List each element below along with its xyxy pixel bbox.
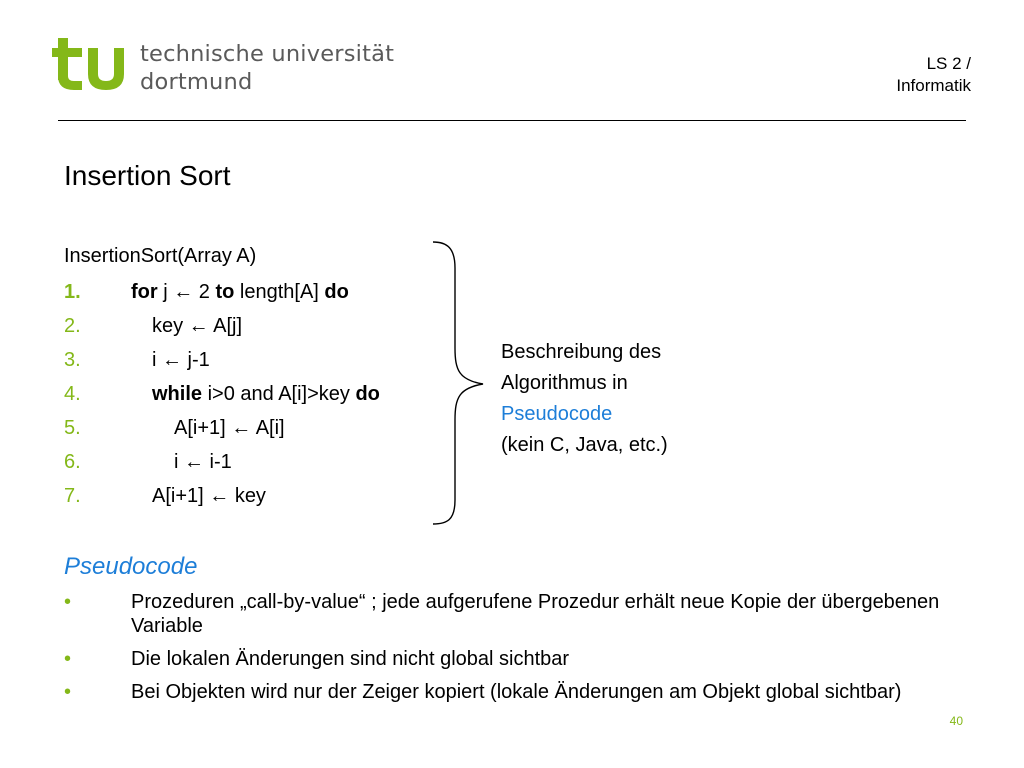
bullet-icon: • — [64, 648, 72, 670]
description-line-4: (kein C, Java, etc.) — [501, 434, 668, 456]
bullet-text: Bei Objekten wird nur der Zeiger kopiert (lokale Änderungen am Objekt global sichtbar) — [131, 681, 902, 703]
description-line-1: Beschreibung des — [501, 341, 662, 363]
line-code — [152, 379, 380, 409]
pseudocode-header: InsertionSort(Array A) — [64, 245, 257, 267]
pseudocode-subheading: Pseudocode — [64, 553, 198, 580]
line-number: 3. — [64, 349, 81, 371]
line-code: A[i+1] ← A[i] — [174, 417, 285, 439]
university-line-1: technische universität — [140, 41, 395, 67]
slide-title: Insertion Sort — [64, 160, 231, 191]
line-number: 6. — [64, 451, 81, 473]
description-line-3: Pseudocode — [501, 403, 613, 425]
line-code — [131, 277, 349, 307]
code-text: i>0 and A[i]>key — [202, 383, 356, 405]
bullet-text: Prozeduren „call-by-value“ ; jede aufgerufene Prozedur erhält neue Kopie der übergebenen Variable — [131, 591, 940, 637]
keyword-to: to — [215, 281, 235, 303]
bullet-text: Die lokalen Änderungen sind nicht global sichtbar — [131, 648, 570, 670]
chair-line-1: LS 2 / — [926, 54, 971, 73]
code-text: length[A] — [234, 281, 325, 303]
bullet-icon: • — [64, 591, 72, 613]
chair-line-2: Informatik — [896, 76, 971, 95]
keyword-do: do — [355, 383, 380, 405]
university-line-2: dortmund — [140, 69, 253, 95]
university-name — [140, 40, 394, 96]
line-code: A[i+1] ← key — [152, 485, 266, 507]
bullet-item — [64, 647, 964, 671]
line-code: i ← j-1 — [152, 349, 210, 371]
line-number: 7. — [64, 485, 81, 507]
line-number: 2. — [64, 315, 81, 337]
line-number: 5. — [64, 417, 81, 439]
bullet-item — [64, 680, 964, 704]
page-number: 40 — [949, 714, 963, 728]
curly-brace — [425, 238, 485, 528]
bullet-item — [64, 590, 964, 638]
bullet-list — [64, 590, 964, 713]
tu-logo — [52, 36, 132, 92]
line-number: 4. — [64, 383, 81, 405]
algorithm-description — [501, 337, 668, 461]
keyword-do: do — [324, 281, 349, 303]
line-code: key ← A[j] — [152, 315, 243, 337]
chair-label — [896, 53, 971, 97]
header-divider — [58, 120, 966, 121]
keyword-for: for — [131, 281, 158, 303]
description-line-2: Algorithmus in — [501, 372, 628, 394]
bullet-icon: • — [64, 681, 72, 703]
line-code: i ← i-1 — [174, 451, 232, 473]
line-number: 1. — [64, 281, 81, 303]
code-text: j ← 2 — [157, 281, 216, 303]
keyword-while: while — [152, 383, 203, 405]
